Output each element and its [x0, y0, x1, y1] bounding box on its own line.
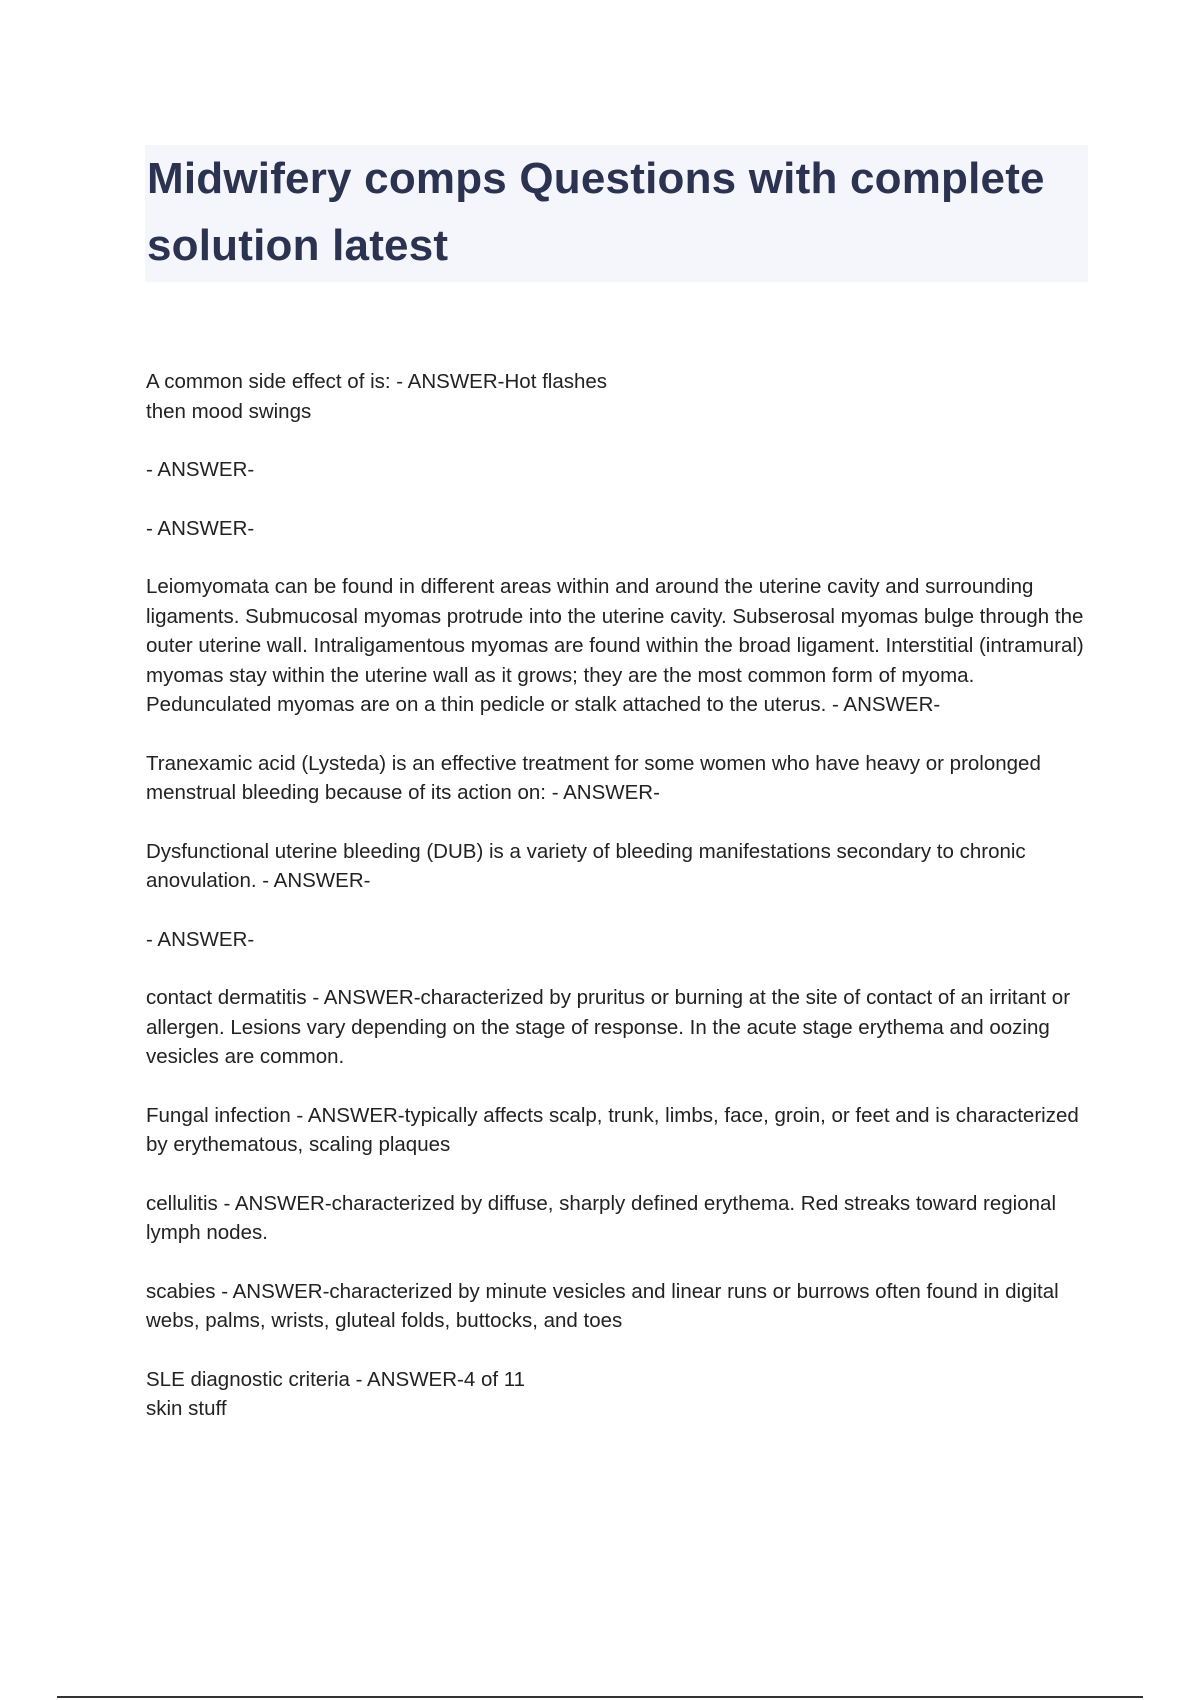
page-bottom-divider: [57, 1696, 1143, 1698]
qa-item: - ANSWER-: [146, 927, 255, 951]
qa-item: Fungal infection - ANSWER-typically affects scalp, trunk, limbs, face, groin, or feet and is characterized by erythematous, scaling plaques: [146, 1103, 1079, 1156]
qa-item: SLE diagnostic criteria - ANSWER-4 of 11 skin stuff: [146, 1367, 526, 1420]
title-banner: [145, 145, 1088, 282]
qa-item: - ANSWER-: [146, 516, 255, 540]
qa-item: Leiomyomata can be found in different areas within and around the uterine cavity and surrounding ligaments. Submucosal myomas protrude into the uterine cavity. Subserosal myomas bulge through the outer uterine wall. Intraligamentous myomas are found within the broad ligament. Interstitial (intramural) myomas stay within the uterine wall as it grows; they are the most common form of myoma. Pedunculated myomas are on a thin pedicle or stalk attached to the uterus. - ANSWER-: [146, 575, 1084, 716]
qa-item: Tranexamic acid (Lysteda) is an effective treatment for some women who have heavy or prolonged menstrual bleeding because of its action on: - ANSWER-: [146, 751, 1041, 804]
qa-item: contact dermatitis - ANSWER-characterized by pruritus or burning at the site of contact of an irritant or allergen. Lesions vary depending on the stage of response. In the acute stage erythema and oozing vesicles are common.: [146, 986, 1071, 1068]
qa-item: cellulitis - ANSWER-characterized by diffuse, sharply defined erythema. Red streaks toward regional lymph nodes.: [146, 1191, 1056, 1244]
page-title: Midwifery comps Questions with complete solution latest: [147, 154, 1045, 270]
qa-item: Dysfunctional uterine bleeding (DUB) is a variety of bleeding manifestations secondary to chronic anovulation. - ANSWER-: [146, 839, 1026, 892]
document-body: [146, 367, 1091, 1453]
qa-item: - ANSWER-: [146, 458, 255, 481]
qa-item: scabies - ANSWER-characterized by minute vesicles and linear runs or burrows often found in digital webs, palms, wrists, gluteal folds, buttocks, and toes: [146, 1279, 1059, 1332]
qa-item: A common side effect of is: - ANSWER-Hot flashes then mood swings: [146, 370, 608, 423]
